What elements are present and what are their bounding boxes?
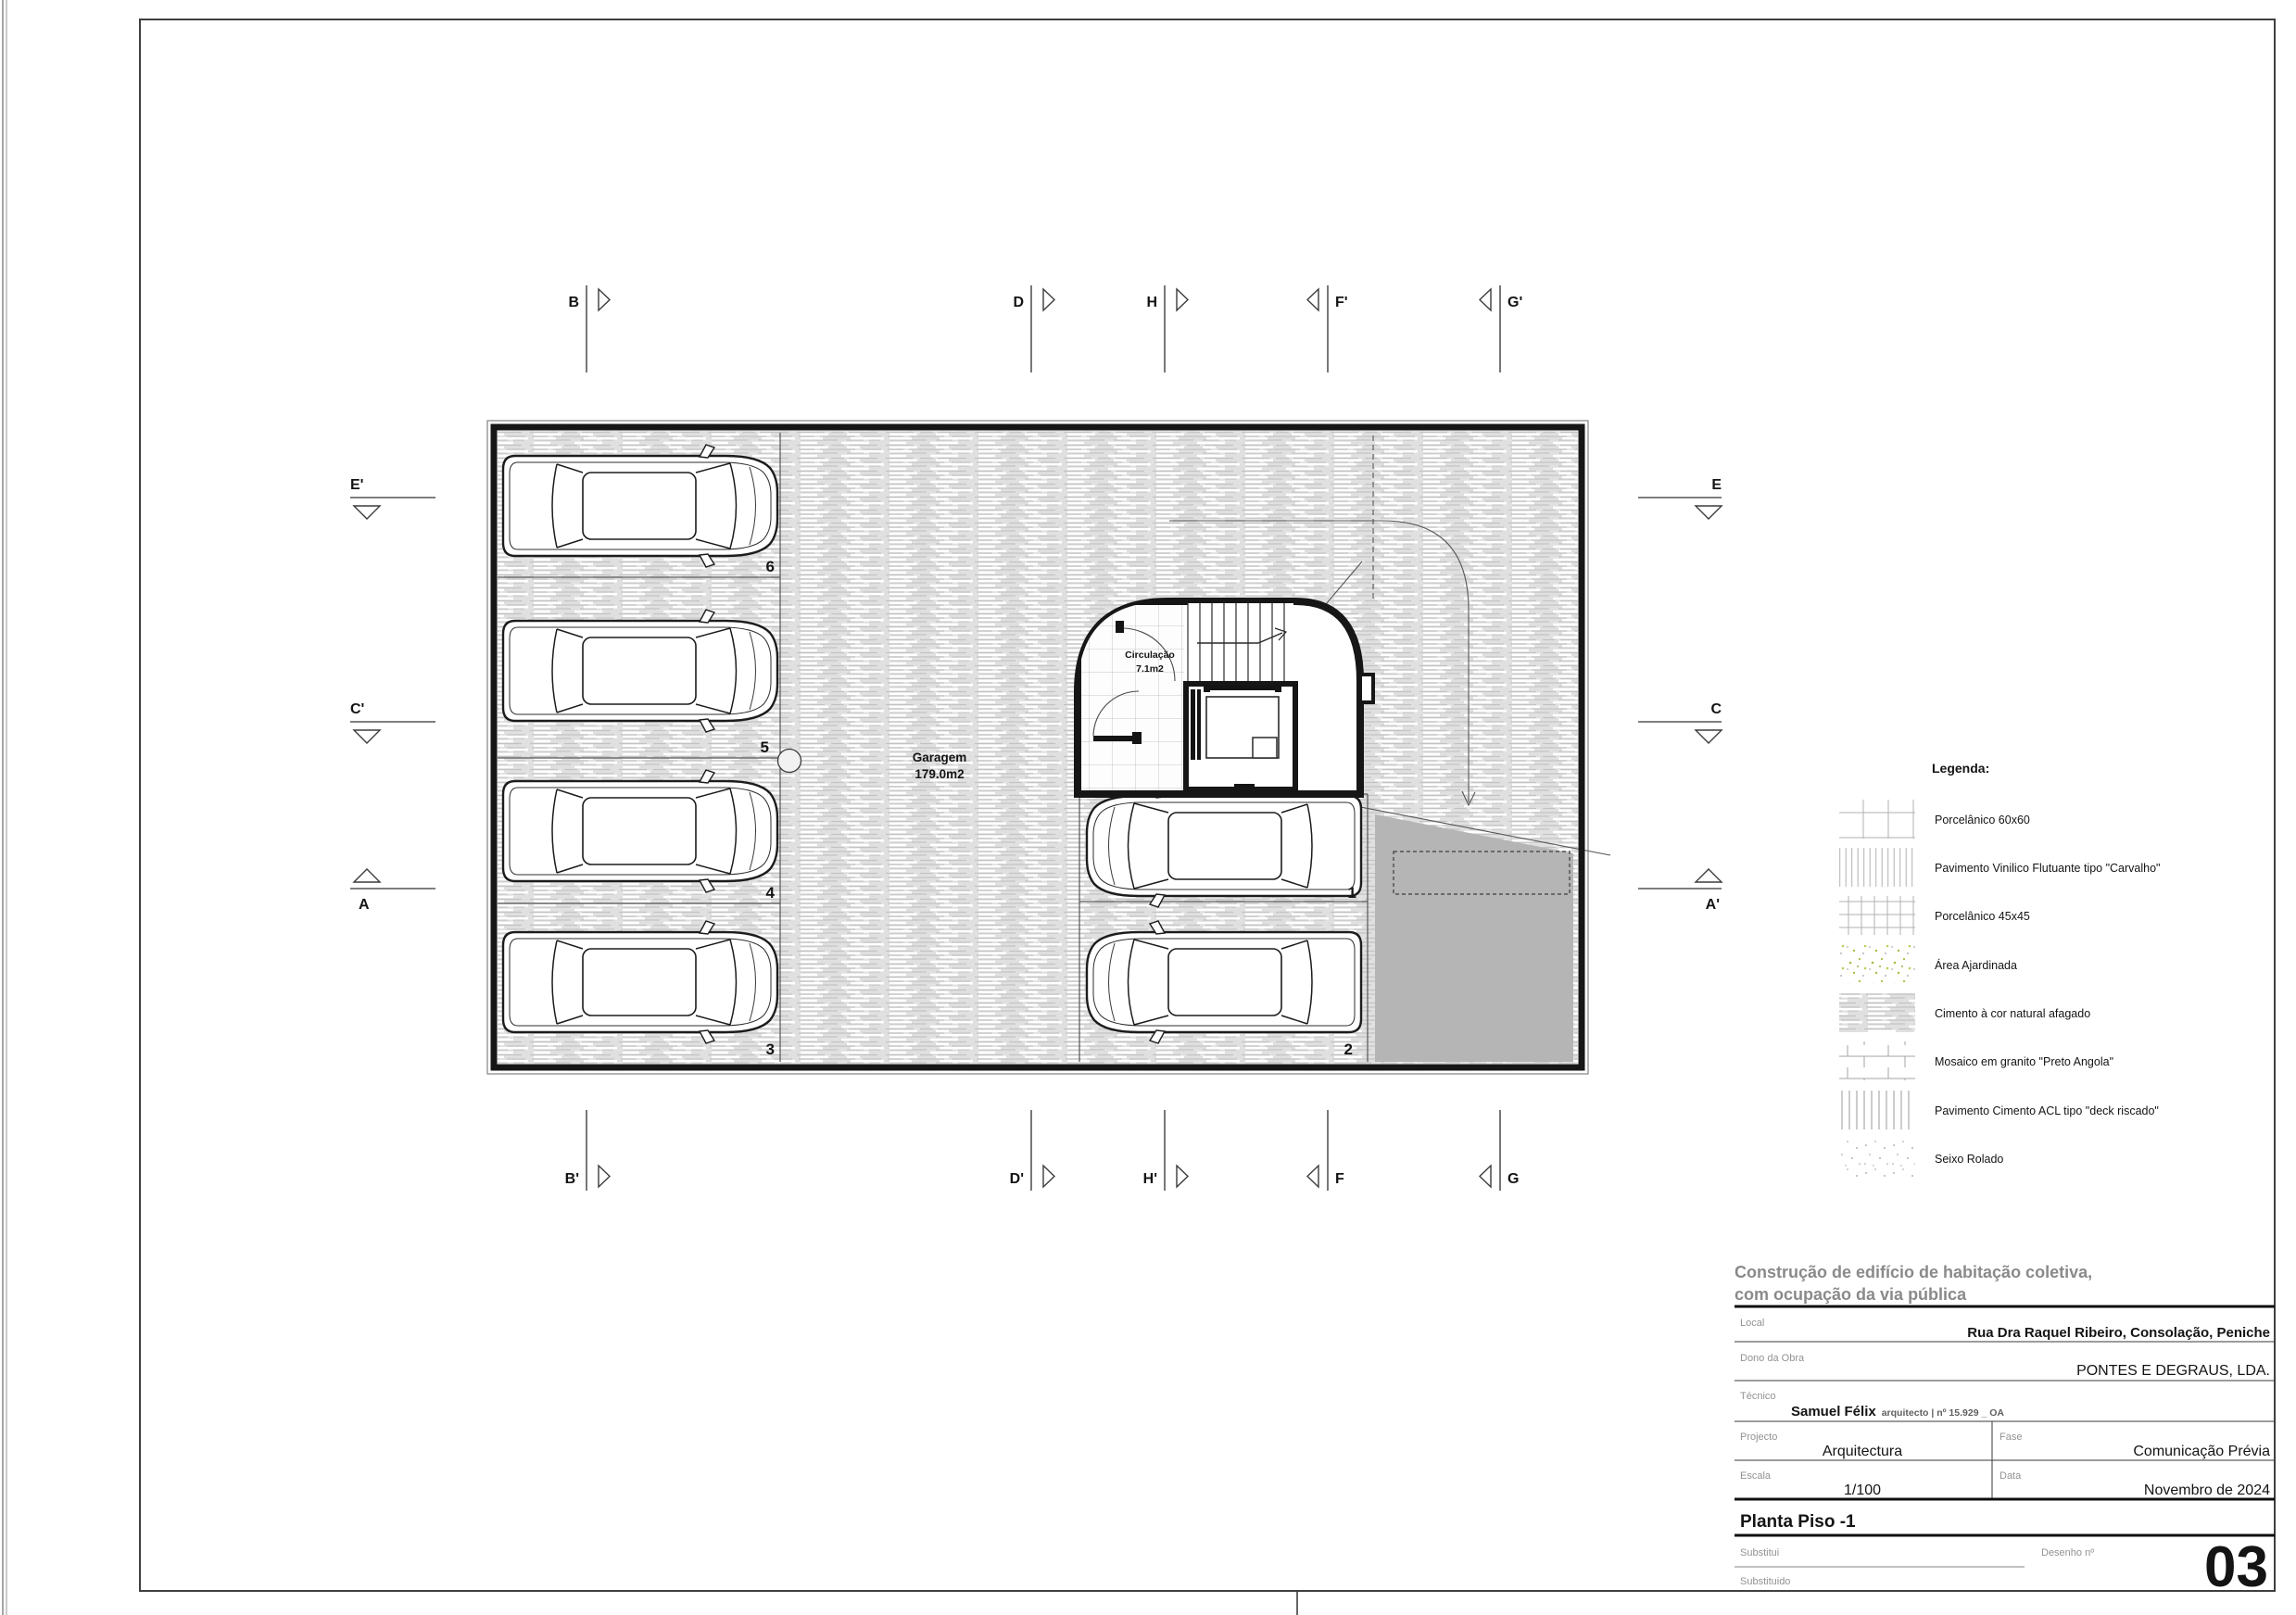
legend-swatch-mosaico <box>1839 1041 1915 1080</box>
field-label-escala: Escala <box>1740 1470 1772 1482</box>
field-label-dono: Dono da Obra <box>1740 1353 1805 1364</box>
legend-swatch-porcelanico-60 <box>1839 800 1915 839</box>
section-label: D <box>1013 295 1024 310</box>
legend-item-label: Seixo Rolado <box>1935 1153 2004 1166</box>
field-label-data: Data <box>2000 1470 2022 1482</box>
section-label: E' <box>350 477 364 493</box>
legend-swatch-cimento <box>1839 993 1915 1032</box>
floor-plan <box>487 421 1610 1074</box>
field-value-dono: PONTES E DEGRAUS, LDA. <box>2076 1363 2270 1379</box>
drawing-number: 03 <box>2204 1535 2268 1599</box>
sheet-name: Planta Piso -1 <box>1740 1512 1856 1532</box>
field-label-projecto: Projecto <box>1740 1432 1778 1443</box>
section-label: C' <box>350 701 365 717</box>
section-label: G' <box>1508 295 1523 310</box>
legend-item-label: Porcelânico 45x45 <box>1935 910 2030 923</box>
section-label: E <box>1711 477 1722 493</box>
section-label: H <box>1146 295 1157 310</box>
legend-swatch-porcelanico-45 <box>1839 896 1915 935</box>
field-value-escala: 1/100 <box>1843 1483 1882 1498</box>
section-label: H' <box>1142 1171 1157 1187</box>
parking-number: 3 <box>765 1041 775 1058</box>
project-title-line2: com ocupação da via pública <box>1735 1285 1967 1304</box>
legend-swatch-seixo <box>1839 1139 1915 1178</box>
circulation-floor-tiles <box>1081 605 1184 790</box>
stair-core <box>1078 601 1373 794</box>
room-name: Garagem <box>912 751 967 764</box>
field-value-data: Novembro de 2024 <box>2143 1483 2270 1498</box>
field-value-local: Rua Dra Raquel Ribeiro, Consolação, Peniche <box>1967 1325 2270 1341</box>
tecnico-name: Samuel Félix <box>1791 1404 1876 1419</box>
column <box>778 750 801 773</box>
legend-item-label: Pavimento Vinilico Flutuante tipo "Carvalho" <box>1935 862 2161 875</box>
car-top-view <box>503 921 777 1043</box>
project-title-line1: Construção de edifício de habitação coletiva, <box>1735 1263 2093 1281</box>
car-top-view <box>503 770 777 892</box>
section-label: G <box>1508 1171 1520 1187</box>
elevator <box>1186 684 1295 789</box>
legend-swatch-vinilico <box>1839 848 1915 887</box>
section-label: B <box>568 295 579 310</box>
parking-number: 5 <box>760 738 769 756</box>
section-label: F <box>1335 1171 1344 1187</box>
room-name: Circulação <box>1125 650 1175 661</box>
door-leaf <box>1116 621 1124 633</box>
car-top-view <box>1087 785 1361 907</box>
field-label-tecnico: Técnico <box>1740 1391 1776 1402</box>
door-leaf <box>1093 736 1134 741</box>
car-top-view <box>503 610 777 732</box>
legend-item-label: Mosaico em granito "Preto Angola" <box>1935 1055 2114 1068</box>
legend-item-label: Pavimento Cimento ACL tipo "deck riscado" <box>1935 1104 2159 1117</box>
parking-number: 1 <box>1347 884 1356 902</box>
field-label-local: Local <box>1740 1318 1765 1329</box>
section-label: D' <box>1009 1171 1024 1187</box>
parking-number: 4 <box>765 884 775 902</box>
section-label: F' <box>1335 295 1348 310</box>
field-label-substituido: Substituido <box>1740 1576 1791 1587</box>
room-area: 7.1m2 <box>1136 663 1164 675</box>
section-label: C <box>1710 701 1722 717</box>
room-area: 179.0m2 <box>915 767 965 781</box>
car-top-view <box>503 445 777 567</box>
parking-number: 6 <box>765 558 775 575</box>
field-label-fase: Fase <box>2000 1432 2023 1443</box>
car-top-view <box>1087 921 1361 1043</box>
section-label: B' <box>564 1171 579 1187</box>
field-value-fase: Comunicação Prévia <box>2133 1444 2270 1459</box>
section-label: A <box>359 897 370 913</box>
parking-number: 2 <box>1344 1041 1353 1058</box>
staircase <box>1188 603 1293 682</box>
legend-item-label: Porcelânico 60x60 <box>1935 814 2030 826</box>
field-label-desenho: Desenho nº <box>2041 1547 2095 1558</box>
section-label: A' <box>1705 897 1720 913</box>
door-hinge <box>1132 732 1142 744</box>
legend-swatch-deck <box>1839 1091 1915 1129</box>
legend-swatch-ajardinada <box>1839 945 1915 984</box>
tecnico-suffix: arquitecto | nº 15.929 _ OA <box>1881 1407 2004 1419</box>
core-wall-protrusion <box>1360 675 1373 702</box>
legend-item-label: Área Ajardinada <box>1935 959 2017 972</box>
legend-title: Legenda: <box>1932 761 1990 776</box>
legend-item-label: Cimento à cor natural afagado <box>1935 1007 2091 1020</box>
field-value-projecto: Arquitectura <box>1822 1444 1903 1459</box>
field-label-substitui: Substitui <box>1740 1547 1780 1558</box>
